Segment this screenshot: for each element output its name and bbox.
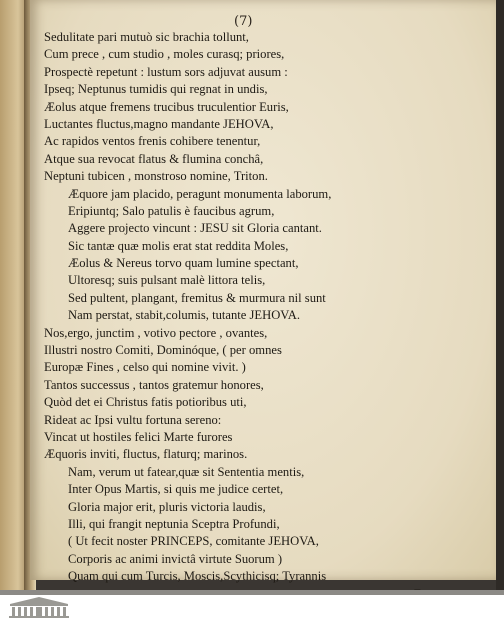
text-line: Ultoresq; suis pulsant malè littora telis, xyxy=(68,273,266,288)
poem-text-block xyxy=(44,29,464,603)
text-line: Atque sua revocat flatus & flumina conchâ, xyxy=(44,151,264,166)
text-line: Rideat ac Ipsi vultu fortuna sereno: xyxy=(44,412,222,427)
text-line: Nam, verum ut fatear,quæ sit Sententia mentis, xyxy=(68,464,305,479)
text-line: Illi, qui frangit neptunia Sceptra Profundi, xyxy=(68,516,280,531)
text-line: Ipseq; Neptunus tumidis qui regnat in undis, xyxy=(44,82,268,97)
text-line: Ac rapidos ventos frenis cohibere tenentur, xyxy=(44,134,261,149)
text-line: Quam qui cum Turcis, Moscis,Scythicisq; Tyrannis xyxy=(68,569,327,584)
library-building-icon xyxy=(6,595,72,619)
text-line: Eripiuntq; Salo patulis è faucibus agrum, xyxy=(68,203,275,218)
text-line: Nos,ergo, junctim , votivo pectore , ovantes, xyxy=(44,325,268,340)
text-line: Æquore jam placido, peragunt monumenta laborum, xyxy=(68,186,332,201)
text-line: Sic tantæ quæ molis erat stat reddita Moles, xyxy=(68,238,289,253)
text-line: Æolus & Nereus torvo quam lumine spectant, xyxy=(68,256,299,271)
text-line: Æquoris inviti, fluctus, flaturq; marinos. xyxy=(44,447,248,462)
text-line: Cum prece , cum studio , moles curasq; priores, xyxy=(44,47,285,62)
text-line: Prospectè repetunt : lustum sors adjuvat ausum : xyxy=(44,64,288,79)
text-line: Sed pultent, plangant, fremitus & murmura nil sunt xyxy=(68,290,326,305)
text-line: Luctantes fluctus,magno mandante JEHOVA, xyxy=(44,116,274,131)
text-line: Corporis ac animi invictâ virtute Suorum ) xyxy=(68,551,283,566)
text-line: Europæ Fines , celso qui nomine vivit. ) xyxy=(44,360,246,375)
text-line: ( Ut fecit noster PRINCEPS, comitante JEHOVA, xyxy=(68,534,319,549)
viewer-footer xyxy=(0,590,504,622)
text-line: Vincat ut hostiles felici Marte furores xyxy=(44,429,233,444)
page-edge-shadow xyxy=(496,0,504,590)
text-line: Illustri nostro Comiti, Dominóque, ( per omnes xyxy=(44,343,282,358)
text-line: Sedulitate pari mutuò sic brachia tollunt, xyxy=(44,30,249,44)
text-line: Aggere projecto vincunt : JESU sit Gloria cantant. xyxy=(68,221,322,236)
text-line: Neptuni tubicen , monstroso nomine, Triton. xyxy=(44,169,268,184)
text-line: Tantos successus , tantos gratemur honores, xyxy=(44,377,264,392)
text-line: Æolus atque fremens trucibus truculentior Euris, xyxy=(44,99,289,114)
text-line: Quòd det ei Christus fatis potioribus uti, xyxy=(44,395,247,410)
page-number: (7) xyxy=(234,14,253,29)
footer-stripe xyxy=(0,590,504,595)
text-line: Inter Opus Martis, si quis me judice certet, xyxy=(68,482,284,497)
text-line: Gloria major erit, pluris victoria laudis, xyxy=(68,499,266,514)
text-line: Nam perstat, stabit,columis, tutante JEHOVA. xyxy=(68,308,301,323)
